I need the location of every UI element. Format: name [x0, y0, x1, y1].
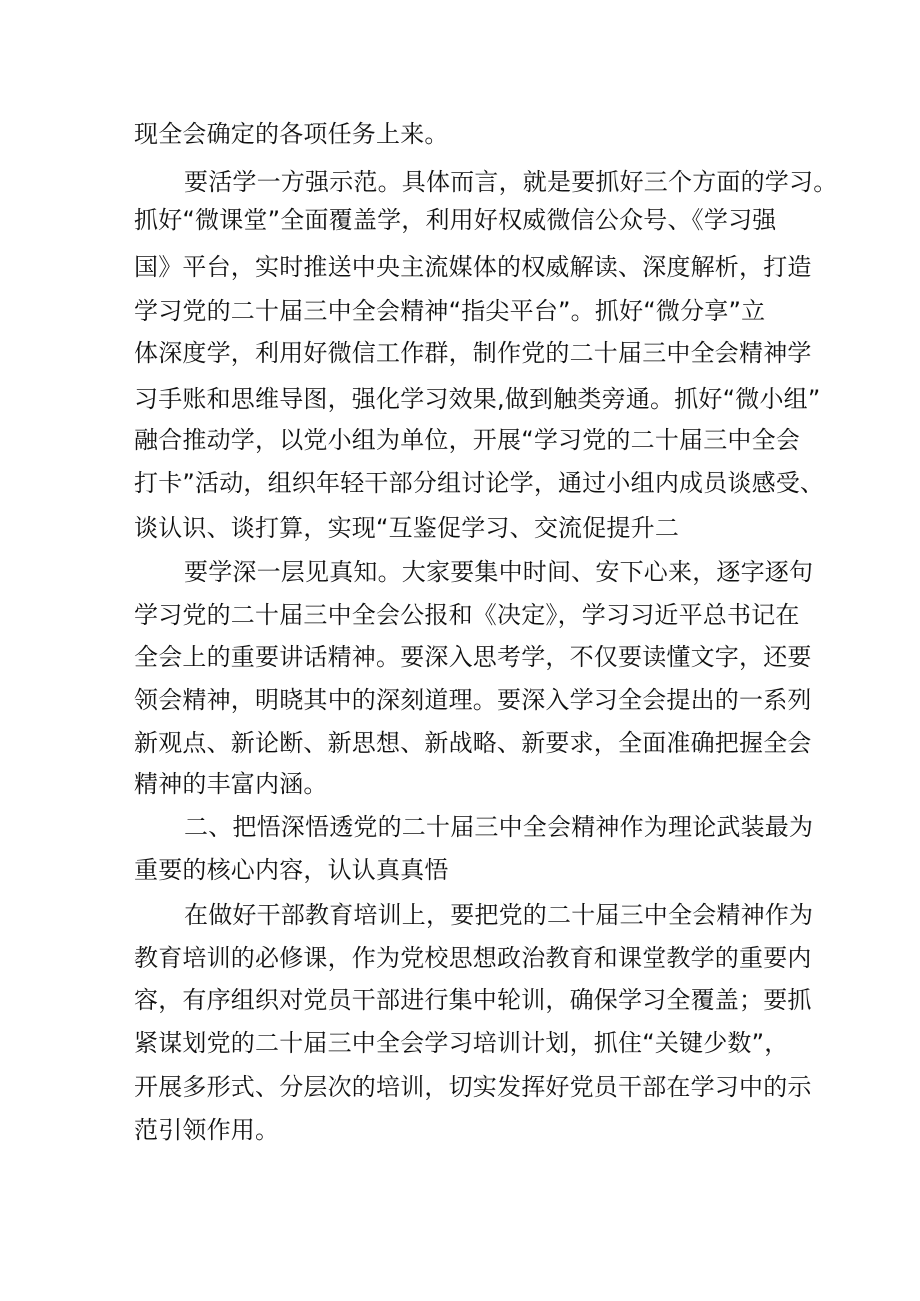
- paragraph-start-line: 在做好干部教育培训上，要把党的二十届三中全会精神作为: [184, 901, 814, 929]
- text-line: 紧谋划党的二十届三中全会学习培训计划，抓住“关键少数”，: [134, 1029, 789, 1057]
- paragraph-start-line: 要学深一层见真知。大家要集中时间、安下心来，逐字逐句: [184, 558, 814, 586]
- text-line: 容，有序组织对党员干部进行集中轮训，确保学习全覆盖；要抓: [134, 986, 812, 1014]
- text-line: 学习党的二十届三中全会公报和《决定》，学习习近平总书记在: [134, 601, 800, 629]
- text-line: 全会上的重要讲话精神。要深入思考学，不仅要读懂文字，还要: [134, 643, 812, 671]
- text-line: 打卡”活动，组织年轻干部分组讨论学，通过小组内成员谈感受、: [134, 469, 825, 497]
- text-line: 现全会确定的各项任务上来。: [134, 120, 449, 148]
- text-line: 范引领作用。: [134, 1116, 280, 1144]
- text-line: 精神的丰富内涵。: [134, 770, 328, 798]
- text-line: 抓好“微课堂”全面覆盖学，利用好权威微信公众号、《学习强: [134, 206, 777, 234]
- text-line: 国》平台，实时推送中央主流媒体的权威解读、深度解析，打造: [134, 253, 812, 281]
- section-heading-line: 二、把悟深悟透党的二十届三中全会精神作为理论武装最为: [184, 813, 814, 841]
- text-line: 谈认识、谈打算，实现“互鉴促学习、交流促提升二: [134, 514, 680, 542]
- text-line: 体深度学，利用好微信工作群，制作党的二十届三中全会精神学: [134, 339, 812, 367]
- text-line: 开展多形式、分层次的培训，切实发挥好党员干部在学习中的示: [134, 1073, 812, 1101]
- text-line: 教育培训的必修课，作为党校思想政治教育和课堂教学的重要内: [134, 944, 812, 972]
- text-line: 学习党的二十届三中全会精神“指尖平台”。抓好“微分享”立: [134, 297, 766, 325]
- section-heading-line: 重要的核心内容，认认真真悟: [134, 856, 449, 884]
- text-line: 领会精神，明晓其中的深刻道理。要深入学习全会提出的一系列: [134, 686, 812, 714]
- paragraph-start-line: 要活学一方强示范。具体而言，就是要抓好三个方面的学习。: [184, 168, 838, 196]
- text-line: 习手账和思维导图，强化学习效果,做到触类旁通。抓好“微小组”: [134, 385, 821, 413]
- text-line: 融合推动学，以党小组为单位，开展“学习党的二十届三中全会: [134, 426, 801, 454]
- text-line: 新观点、新论断、新思想、新战略、新要求，全面准确把握全会: [134, 729, 812, 757]
